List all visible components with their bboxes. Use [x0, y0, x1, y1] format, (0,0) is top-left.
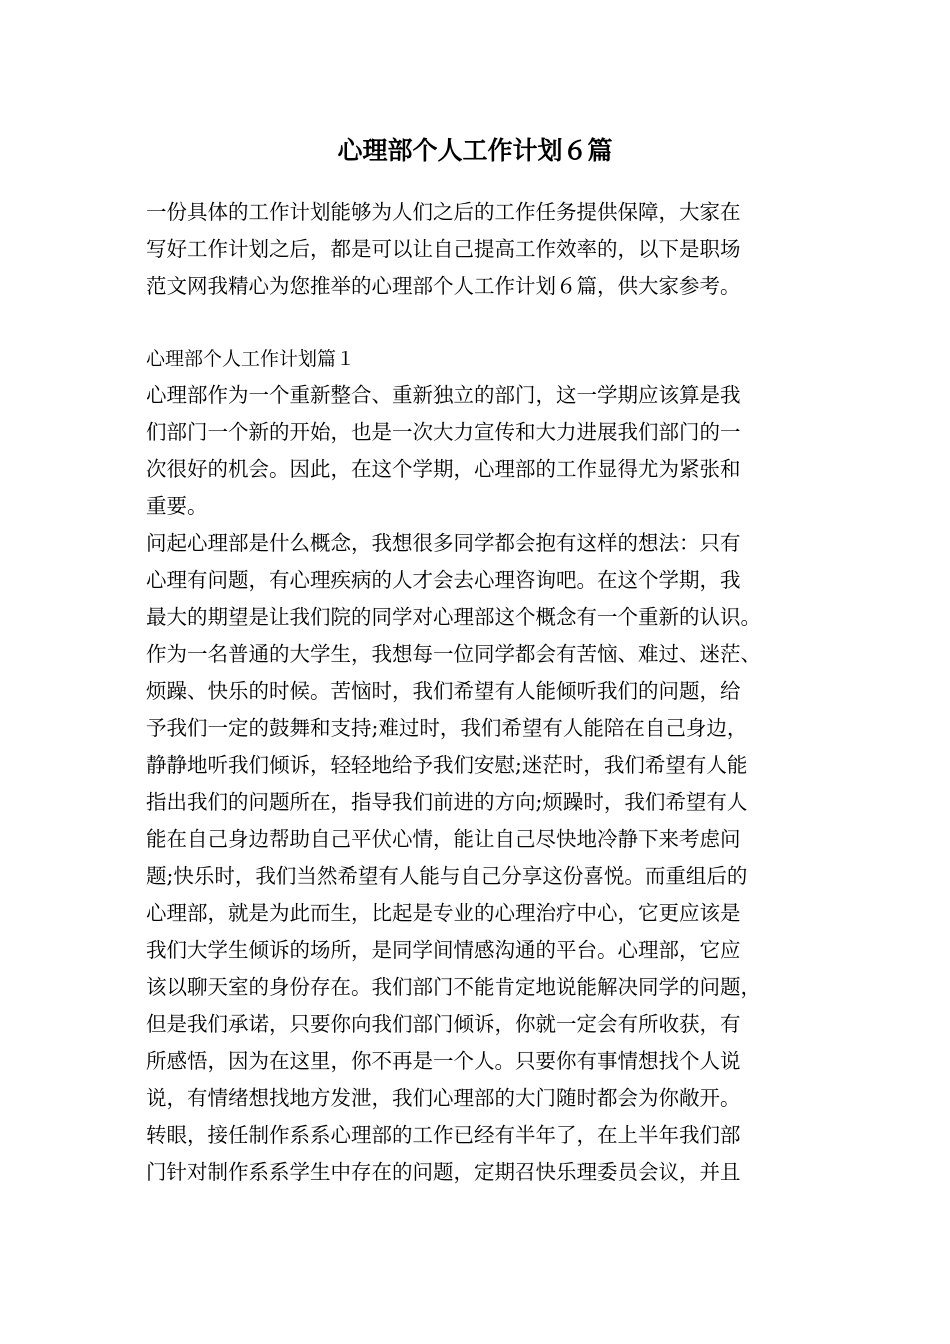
- intro-line: 范文网我精心为您推举的心理部个人工作计划６篇，供大家参考。: [146, 274, 741, 298]
- body-line: 我们大学生倾诉的场所，是同学间情感沟通的平台。心理部，它应: [146, 938, 741, 962]
- body-line: 最大的期望是让我们院的同学对心理部这个概念有一个重新的认识。: [146, 605, 761, 629]
- body-line: 予我们一定的鼓舞和支持;难过时，我们希望有人能陪在自己身边，: [146, 716, 748, 740]
- body-line: 们部门一个新的开始，也是一次大力宣传和大力进展我们部门的一: [146, 420, 741, 444]
- body-line: 指出我们的问题所在，指导我们前进的方向;烦躁时，我们希望有人: [146, 790, 748, 814]
- document-body: [146, 194, 812, 1191]
- body-line: 但是我们承诺，只要你向我们部门倾诉，你就一定会有所收获，有: [146, 1012, 741, 1036]
- body-line: 门针对制作系系学生中存在的问题，定期召快乐理委员会议，并且: [146, 1160, 741, 1184]
- body-line: 重要。: [146, 494, 208, 518]
- body-line: 静静地听我们倾诉，轻轻地给予我们安慰;迷茫时，我们希望有人能: [146, 753, 748, 777]
- body-line: 该以聊天室的身份存在。我们部门不能肯定地说能解决同学的问题，: [146, 975, 761, 999]
- body-line: 问起心理部是什么概念，我想很多同学都会抱有这样的想法：只有: [146, 531, 741, 555]
- intro-line: 写好工作计划之后，都是可以让自己提高工作效率的，以下是职场: [146, 237, 741, 261]
- intro-line: 一份具体的工作计划能够为人们之后的工作任务提供保障，大家在: [146, 200, 741, 224]
- body-line: 能在自己身边帮助自己平伏心情，能让自己尽快地冷静下来考虑问: [146, 827, 741, 851]
- body-line: 说，有情绪想找地方发泄，我们心理部的大门随时都会为你敞开。: [146, 1086, 741, 1110]
- document-title: 心理部个人工作计划６篇: [337, 136, 613, 165]
- body-line: 心理部，就是为此而生，比起是专业的心理治疗中心，它更应该是: [146, 901, 741, 925]
- body-line: 转眼，接任制作系系心理部的工作已经有半年了，在上半年我们部: [146, 1123, 741, 1147]
- body-line: 题;快乐时，我们当然希望有人能与自己分享这份喜悦。而重组后的: [146, 864, 748, 888]
- section-heading: 心理部个人工作计划篇１: [146, 348, 356, 370]
- body-line: 作为一名普通的大学生，我想每一位同学都会有苦恼、难过、迷茫、: [146, 642, 761, 666]
- body-line: 心理有问题，有心理疾病的人才会去心理咨询吧。在这个学期，我: [146, 568, 741, 592]
- body-line: 心理部作为一个重新整合、重新独立的部门，这一学期应该算是我: [146, 383, 741, 407]
- body-line: 次很好的机会。因此，在这个学期，心理部的工作显得尤为紧张和: [146, 457, 741, 481]
- body-line: 所感悟，因为在这里，你不再是一个人。只要你有事情想找个人说: [146, 1049, 741, 1073]
- body-line: 烦躁、快乐的时候。苦恼时，我们希望有人能倾听我们的问题，给: [146, 679, 741, 703]
- blank-line: [146, 305, 812, 341]
